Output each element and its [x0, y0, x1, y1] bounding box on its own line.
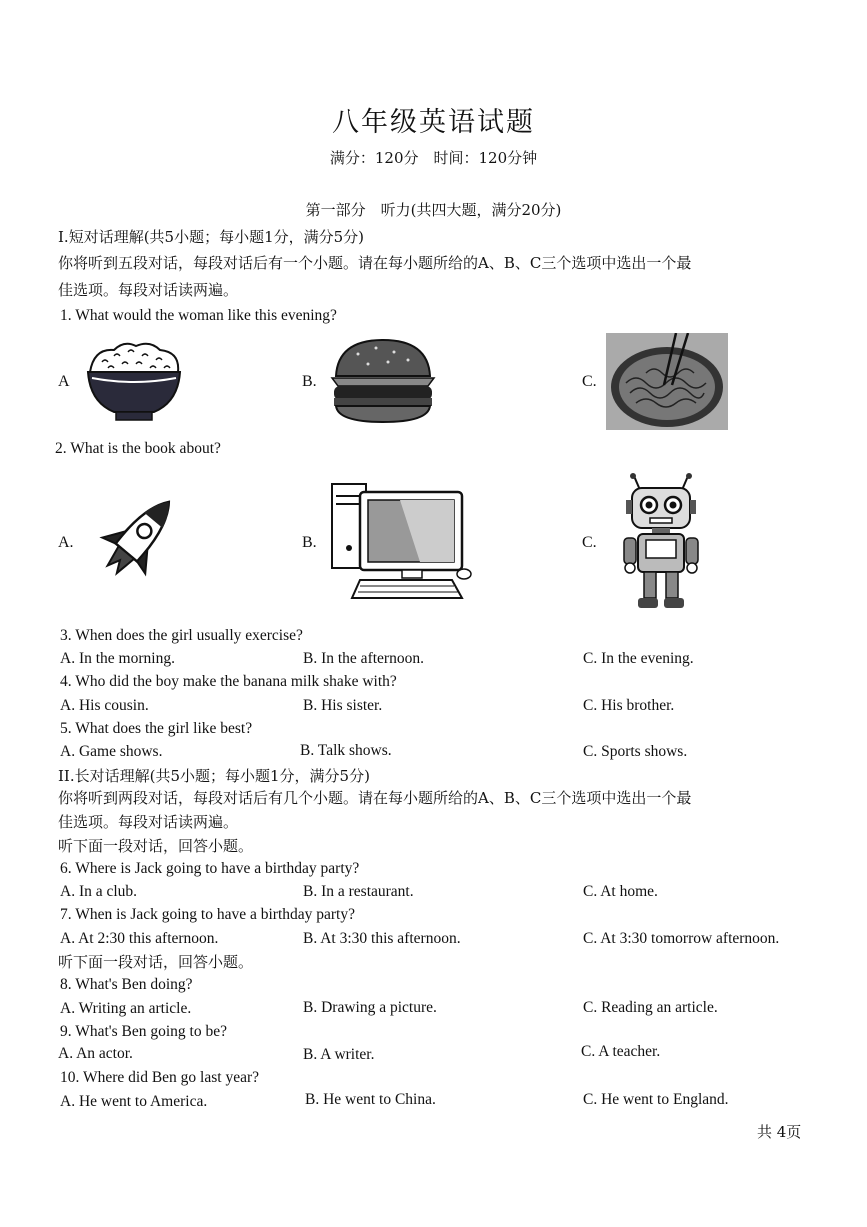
- q6-option-b: B. In a restaurant.: [303, 883, 414, 900]
- question-9: 9. What's Ben going to be?: [60, 1023, 227, 1040]
- question-6: 6. Where is Jack going to have a birthday party?: [60, 860, 360, 877]
- q3-option-c: C. In the evening.: [583, 650, 694, 667]
- q7-option-c: C. At 3:30 tomorrow afternoon.: [583, 930, 780, 947]
- q6-option-a: A. In a club.: [60, 883, 138, 900]
- rocket-image: [86, 486, 186, 596]
- q10-option-a: A. He went to America.: [60, 1093, 208, 1110]
- q2-label-b: B.: [302, 534, 317, 551]
- question-3: 3. When does the girl usually exercise?: [60, 627, 303, 644]
- q4-option-c: C. His brother.: [583, 697, 675, 714]
- q2-label-a: A.: [58, 534, 74, 551]
- hamburger-image: [328, 336, 438, 426]
- q1-label-a: A: [58, 373, 70, 390]
- q6-option-c: C. At home.: [583, 883, 658, 900]
- section1-instruction-2: 佳选项。每段对话读两遍。: [58, 281, 239, 299]
- exam-subtitle: 满分：120分 时间：120分钟: [329, 149, 538, 167]
- question-7: 7. When is Jack going to have a birthday party?: [60, 906, 355, 923]
- dialog2-intro: 听下面一段对话，回答小题。: [58, 953, 254, 971]
- q1-label-b: B.: [302, 373, 317, 390]
- rice-bowl-image: [84, 338, 184, 424]
- q3-option-b: B. In the afternoon.: [303, 650, 424, 667]
- section2-instruction-1: 你将听到两段对话，每段对话后有几个小题。请在每小题所给的A、B、C三个选项中选出一个最: [58, 789, 692, 807]
- section2-instruction-2: 佳选项。每段对话读两遍。: [58, 813, 239, 831]
- robot-image: [616, 472, 706, 612]
- q4-option-b: B. His sister.: [303, 697, 383, 714]
- q2-label-c: C.: [582, 534, 597, 551]
- section1-heading: I.短对话理解(共5小题；每小题1分，满分5分): [58, 228, 365, 246]
- page-count: 共 4页: [757, 1123, 802, 1141]
- q3-option-a: A. In the morning.: [60, 650, 175, 667]
- question-2: 2. What is the book about?: [55, 440, 221, 457]
- exam-title: 八年级英语试题: [332, 107, 535, 138]
- question-10: 10. Where did Ben go last year?: [60, 1069, 259, 1086]
- q9-option-c: C. A teacher.: [581, 1043, 661, 1060]
- section2-heading: II.长对话理解(共5小题；每小题1分，满分5分): [58, 767, 370, 785]
- q8-option-c: C. Reading an article.: [583, 999, 718, 1016]
- question-4: 4. Who did the boy make the banana milk shake with?: [60, 673, 397, 690]
- section1-instruction-1: 你将听到五段对话，每段对话后有一个小题。请在每小题所给的A、B、C三个选项中选出一个最: [58, 254, 692, 272]
- q5-option-b: B. Talk shows.: [300, 742, 392, 759]
- q9-option-a: A. An actor.: [58, 1045, 133, 1062]
- part-heading: 第一部分 听力(共四大题，满分20分): [305, 201, 562, 219]
- question-1: 1. What would the woman like this evening?: [60, 307, 337, 324]
- question-5: 5. What does the girl like best?: [60, 720, 253, 737]
- dialog1-intro: 听下面一段对话，回答小题。: [58, 837, 254, 855]
- question-8: 8. What's Ben doing?: [60, 976, 193, 993]
- q1-label-c: C.: [582, 373, 597, 390]
- q8-option-a: A. Writing an article.: [60, 1000, 192, 1017]
- q5-option-a: A. Game shows.: [60, 743, 163, 760]
- q7-option-b: B. At 3:30 this afternoon.: [303, 930, 461, 947]
- q9-option-b: B. A writer.: [303, 1046, 375, 1063]
- q10-option-b: B. He went to China.: [305, 1091, 436, 1108]
- q10-option-c: C. He went to England.: [583, 1091, 729, 1108]
- q4-option-a: A. His cousin.: [60, 697, 149, 714]
- noodles-image: [606, 333, 728, 430]
- computer-image: [330, 482, 475, 602]
- q7-option-a: A. At 2:30 this afternoon.: [60, 930, 219, 947]
- q5-option-c: C. Sports shows.: [583, 743, 688, 760]
- q8-option-b: B. Drawing a picture.: [303, 999, 437, 1016]
